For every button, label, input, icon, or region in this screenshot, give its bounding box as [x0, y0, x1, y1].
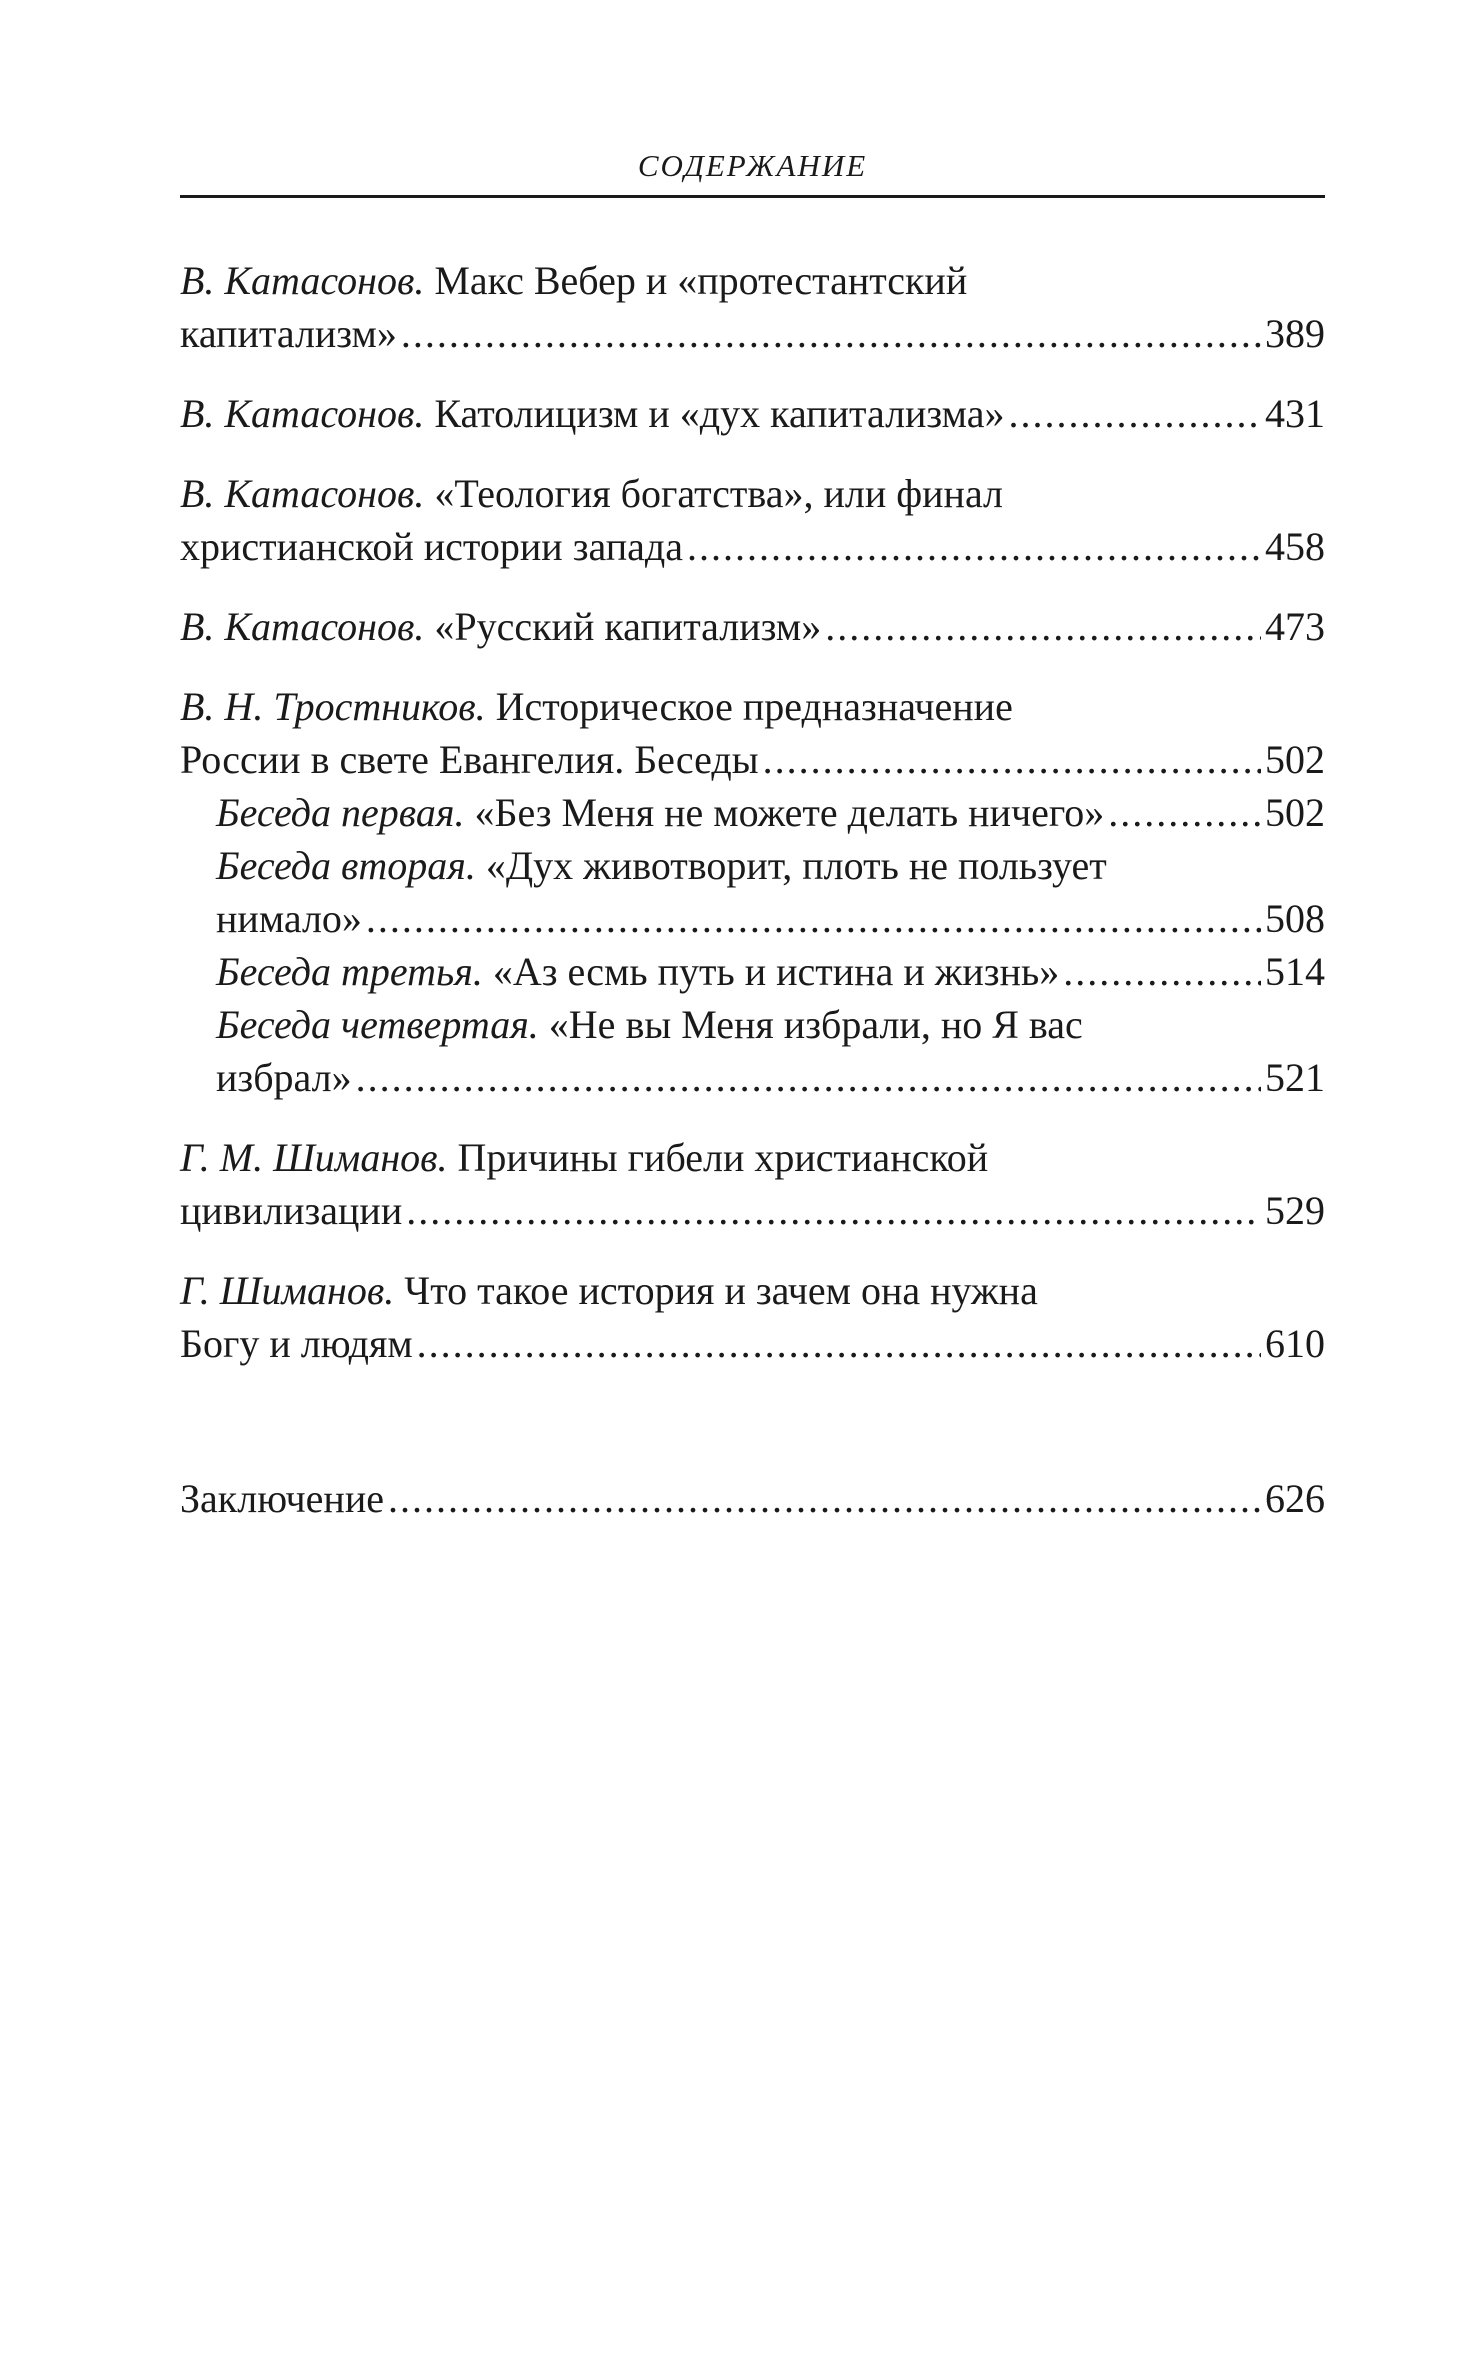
book-page: [180, 150, 1325, 1552]
toc-entry-leader-line: [180, 1472, 1325, 1525]
dot-leader: [401, 307, 1261, 360]
toc-author: В. Катасонов.: [180, 604, 425, 649]
toc-entry-first-line: [180, 680, 1325, 733]
toc-title: Причины гибели христианской: [447, 1135, 989, 1180]
toc-title: «Не вы Меня избрали, но Я вас: [538, 1002, 1083, 1047]
toc-title-continuation: христианской истории запада: [180, 524, 683, 569]
toc-entry-first-line: [180, 1131, 1325, 1184]
toc-entry-text: [216, 786, 1104, 839]
toc-entry[interactable]: [180, 467, 1325, 573]
toc-subentry-label: Беседа вторая.: [216, 843, 476, 888]
toc-page-number: 508: [1265, 896, 1325, 941]
toc-entry[interactable]: [180, 387, 1325, 440]
toc-title-continuation: нимало»: [216, 896, 362, 941]
toc-author: Г. М. Шиманов.: [180, 1135, 448, 1180]
toc-entry-leader-line: [180, 1317, 1325, 1370]
toc-entry[interactable]: [180, 254, 1325, 360]
toc-title-continuation: избрал»: [216, 1055, 352, 1100]
toc-entry-text: [216, 945, 1059, 998]
toc-author: В. Катасонов.: [180, 391, 425, 436]
dot-leader: [417, 1317, 1261, 1370]
toc-subentry[interactable]: [180, 839, 1325, 945]
toc-title: Макс Вебер и «протестантский: [424, 258, 968, 303]
toc-title-continuation: Богу и людям: [180, 1321, 413, 1366]
toc-entry[interactable]: [180, 600, 1325, 653]
toc-subentry-label: Беседа четвертая.: [216, 1002, 539, 1047]
toc-entry-text: [180, 387, 1004, 440]
toc-page-number: 521: [1265, 1055, 1325, 1100]
toc-page-number: 431: [1265, 391, 1325, 436]
toc-entry-leader-line: [180, 307, 1325, 360]
toc-page-number: 610: [1265, 1321, 1325, 1366]
toc-title: Заключение: [180, 1476, 384, 1521]
dot-leader: [366, 892, 1261, 945]
dot-leader: [1063, 945, 1261, 998]
toc-entry-first-line: [216, 839, 1325, 892]
toc-entry-leader-line: [180, 387, 1325, 440]
toc-page-number: 529: [1265, 1188, 1325, 1233]
toc-subentry[interactable]: [180, 786, 1325, 839]
toc-author: В. Катасонов.: [180, 258, 425, 303]
toc-page-number: 626: [1265, 1476, 1325, 1521]
toc-page-number: 458: [1265, 524, 1325, 569]
dot-leader: [687, 520, 1261, 573]
toc-entry-text: [180, 600, 821, 653]
toc-page-number: 502: [1265, 790, 1325, 835]
toc-entry-first-line: [180, 1264, 1325, 1317]
toc-entry[interactable]: [180, 1264, 1325, 1370]
toc-entry-first-line: [216, 998, 1325, 1051]
toc-page-number: 514: [1265, 949, 1325, 994]
toc-entry-leader-line: [216, 892, 1325, 945]
toc-entry-leader-line: [216, 786, 1325, 839]
toc-author: Г. Шиманов.: [180, 1268, 395, 1313]
toc-entry-leader-line: [216, 1051, 1325, 1104]
toc-title-continuation: России в свете Евангелия. Беседы: [180, 737, 759, 782]
toc-entry-first-line: [180, 467, 1325, 520]
table-of-contents: [180, 254, 1325, 1525]
toc-subentry-label: Беседа первая.: [216, 790, 465, 835]
toc-entry-leader-line: [180, 520, 1325, 573]
dot-leader: [1108, 786, 1261, 839]
running-head: СОДЕРЖАНИЕ: [180, 150, 1325, 198]
dot-leader: [825, 600, 1261, 653]
toc-page-number: 473: [1265, 604, 1325, 649]
toc-entry[interactable]: [180, 1131, 1325, 1237]
toc-subentry-label: Беседа третья.: [216, 949, 483, 994]
toc-entry-first-line: [180, 254, 1325, 307]
toc-subentry[interactable]: [180, 945, 1325, 998]
toc-author: В. Катасонов.: [180, 471, 425, 516]
toc-page-number: 389: [1265, 311, 1325, 356]
dot-leader: [356, 1051, 1261, 1104]
dot-leader: [388, 1472, 1261, 1525]
toc-entry-conclusion[interactable]: [180, 1472, 1325, 1525]
toc-title: Католицизм и «дух капитализма»: [424, 391, 1005, 436]
toc-title: Историческое предназначение: [485, 684, 1013, 729]
toc-title: «Теология богатства», или финал: [424, 471, 1004, 516]
toc-entry[interactable]: [180, 680, 1325, 786]
toc-entry-leader-line: [180, 1184, 1325, 1237]
toc-entry-leader-line: [216, 945, 1325, 998]
toc-title: «Без Меня не можете делать ничего»: [464, 790, 1105, 835]
toc-subentry[interactable]: [180, 998, 1325, 1104]
toc-title: «Аз есмь путь и истина и жизнь»: [482, 949, 1060, 994]
toc-entry-leader-line: [180, 600, 1325, 653]
toc-author: В. Н. Тростников.: [180, 684, 486, 729]
toc-title: Что такое история и зачем она нужна: [394, 1268, 1038, 1313]
toc-title-continuation: капитализм»: [180, 311, 397, 356]
dot-leader: [1008, 387, 1261, 440]
toc-title: «Русский капитализм»: [424, 604, 822, 649]
dot-leader: [406, 1184, 1261, 1237]
toc-title-continuation: цивилизации: [180, 1188, 403, 1233]
toc-entry-leader-line: [180, 733, 1325, 786]
dot-leader: [763, 733, 1261, 786]
toc-page-number: 502: [1265, 737, 1325, 782]
toc-title: «Дух животворит, плоть не пользует: [475, 843, 1107, 888]
